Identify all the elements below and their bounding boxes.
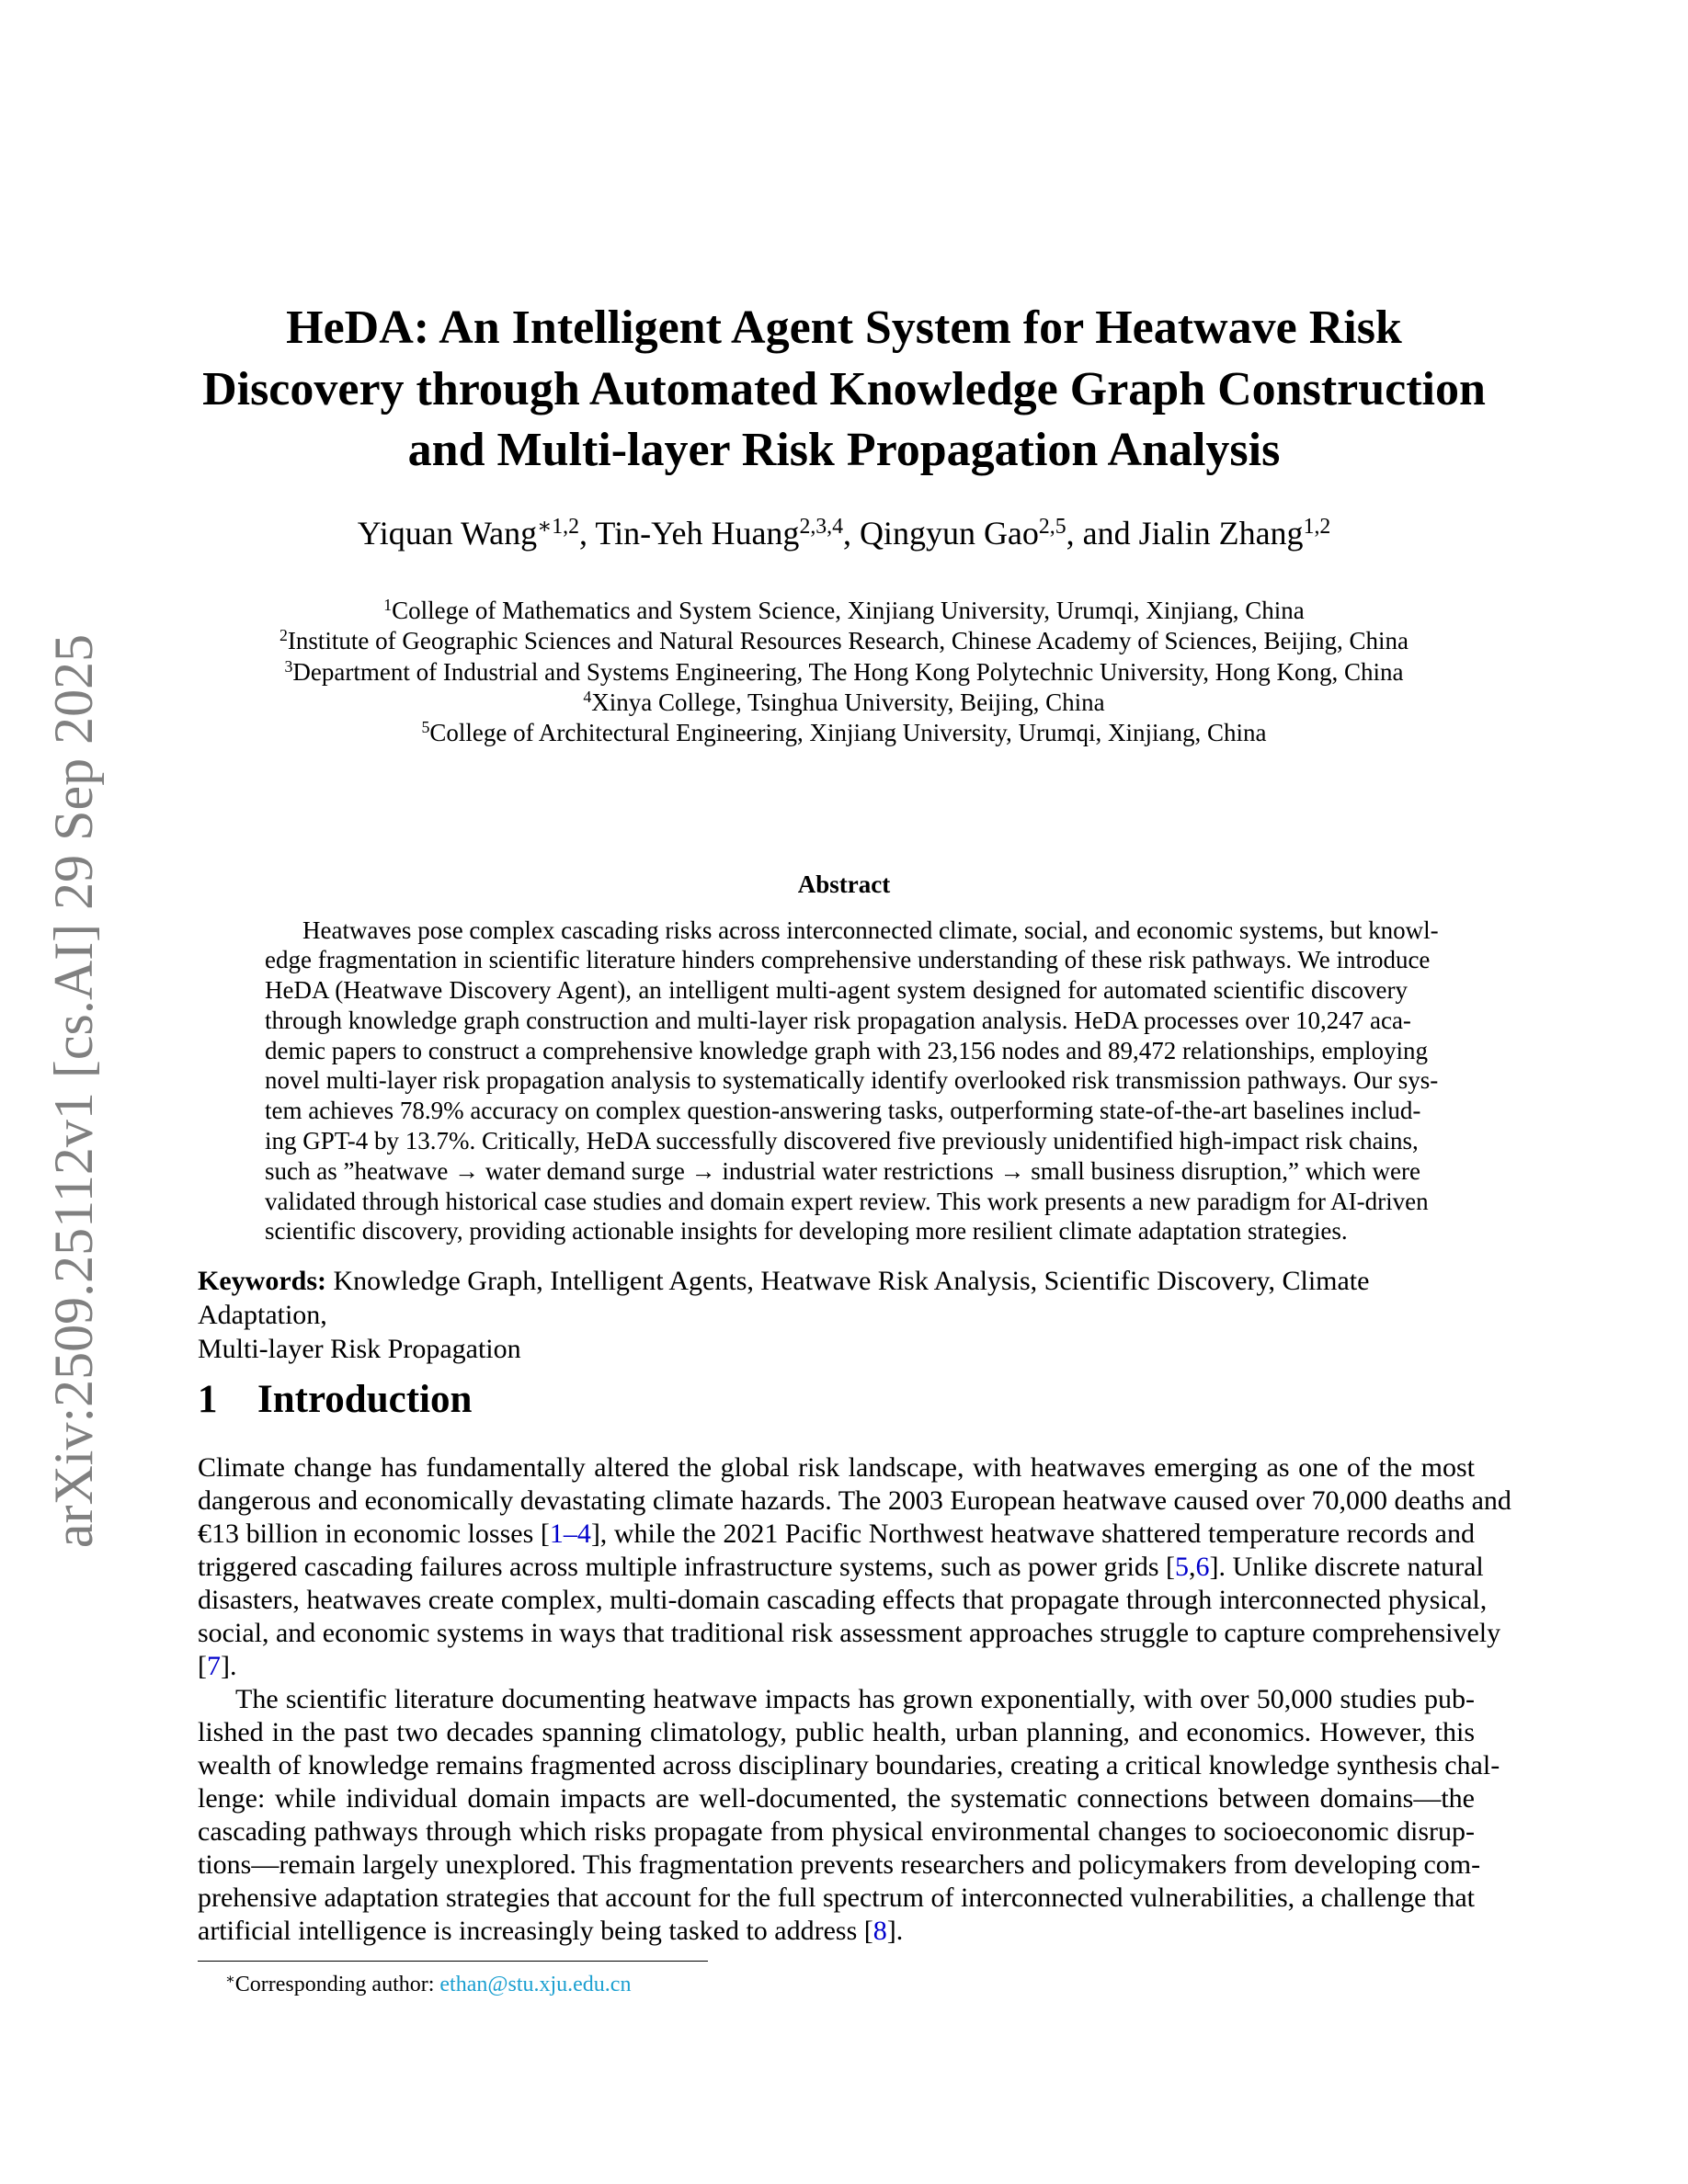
footnote-label: Corresponding author: <box>234 1973 440 1996</box>
affiliation-text: Institute of Geographic Sciences and Natural Resources Research, Chinese Academy of Sciences, Beijing, China <box>287 627 1409 655</box>
text-line <box>198 1518 1475 1551</box>
text-run: social, and economic systems in ways that traditional risk assessment approaches struggle to capture comprehensively <box>198 1618 1501 1648</box>
text-line <box>198 1882 1475 1915</box>
text-run: tem achieves 78.9% accuracy on complex question-answering tasks, outperforming state-of-the-art baselines includ- <box>265 1097 1421 1125</box>
text-run: [ <box>198 1651 207 1681</box>
keywords <box>198 1264 1475 1366</box>
author-name: Qingyun Gao <box>859 515 1039 552</box>
text-run: lished in the past two decades spanning climatology, public health, urban planning, and economics. However, this <box>198 1717 1475 1747</box>
text-line <box>198 1584 1488 1617</box>
text-line <box>198 1484 1511 1518</box>
affiliation-text: College of Architectural Engineering, Xinjiang University, Urumqi, Xinjiang, China <box>429 719 1267 746</box>
affiliation-number: 5 <box>421 718 430 737</box>
affiliation-number: 4 <box>583 687 592 706</box>
author-affiliation-marks: ∗1,2 <box>537 515 579 540</box>
keywords-list-cont: Multi-layer Risk Propagation <box>198 1334 521 1364</box>
text-line <box>198 1782 1475 1815</box>
text-run: ]. Unlike discrete natural <box>1209 1552 1484 1582</box>
author-separator: , <box>579 515 596 552</box>
citation-link[interactable]: 6 <box>1195 1552 1210 1582</box>
author-separator: , and <box>1066 515 1139 552</box>
text-line <box>265 1187 1429 1217</box>
text-line <box>265 916 1439 946</box>
text-line <box>198 1848 1481 1882</box>
footnote-rule <box>198 1961 708 1962</box>
text-line <box>265 1216 1408 1246</box>
affiliation-number: 3 <box>284 656 293 676</box>
paragraph <box>198 1451 1511 1683</box>
affiliation-text: Department of Industrial and Systems Engineering, The Hong Kong Polytechnic University, Hong Kong, China <box>292 657 1404 686</box>
affiliation <box>0 626 1688 656</box>
keywords-label: Keywords: <box>198 1266 326 1296</box>
text-line <box>265 975 1408 1006</box>
text-run: HeDA (Heatwave Discovery Agent), an intelligent multi-agent system designed for automated scientific discovery <box>265 976 1408 1005</box>
section-heading-introduction <box>198 1376 472 1424</box>
text-run: prehensive adaptation strategies that account for the full spectrum of interconnected vulnerabilities, a challenge that <box>198 1883 1475 1913</box>
author-name: Tin-Yeh Huang <box>595 515 800 552</box>
keywords-list: Knowledge Graph, Intelligent Agents, Heatwave Risk Analysis, Scientific Discovery, Climate Adaptation, <box>198 1266 1370 1330</box>
abstract-body <box>265 916 1439 1247</box>
title-line: Discovery through Automated Knowledge Graph Construction <box>202 362 1486 415</box>
affiliation-number: 1 <box>383 596 393 615</box>
citation-link[interactable]: 1–4 <box>549 1519 591 1549</box>
section-title: Introduction <box>257 1378 473 1421</box>
text-line <box>265 1126 1419 1156</box>
affiliation-text: College of Mathematics and System Science, Xinjiang University, Urumqi, Xinjiang, China <box>392 597 1305 624</box>
citation-link[interactable]: 5 <box>1175 1552 1190 1582</box>
text-run: wealth of knowledge remains fragmented across disciplinary boundaries, creating a critical knowledge synthesis chal- <box>198 1750 1500 1780</box>
email-link[interactable]: ethan@stu.xju.edu.cn <box>439 1973 632 1996</box>
text-run: ]. <box>886 1916 904 1946</box>
text-line <box>198 1451 1475 1484</box>
footnote <box>225 1971 631 1998</box>
text-line <box>265 1036 1428 1066</box>
text-run: through knowledge graph construction and multi-layer risk propagation analysis. HeDA processes over 10,247 aca- <box>265 1006 1411 1034</box>
affiliation-list <box>0 596 1688 748</box>
text-line <box>265 1006 1411 1036</box>
text-run: such as ”heatwave → water demand surge → industrial water restrictions → small business disruption,” which were <box>265 1156 1420 1185</box>
affiliation-number: 2 <box>279 626 288 645</box>
author-list <box>0 513 1688 553</box>
text-run: €13 billion in economic losses [ <box>198 1519 550 1549</box>
abstract-heading: Abstract <box>797 870 891 898</box>
text-line <box>265 1156 1420 1187</box>
text-run: validated through historical case studies and domain expert review. This work presents a new paradigm for AI-driven <box>265 1187 1429 1215</box>
author-affiliation-marks: 2,3,4 <box>799 515 843 540</box>
title-line: HeDA: An Intelligent Agent System for Heatwave Risk <box>286 301 1402 354</box>
text-line <box>198 1650 1475 1683</box>
paragraph <box>198 1683 1500 1948</box>
introduction-body <box>198 1451 1511 1948</box>
text-run: artificial intelligence is increasingly being tasked to address [ <box>198 1916 873 1946</box>
text-run: , <box>1189 1552 1196 1582</box>
text-line <box>198 1617 1501 1650</box>
text-line <box>265 1065 1439 1096</box>
author-separator: , <box>842 515 860 552</box>
text-line <box>198 1551 1484 1584</box>
text-line <box>265 945 1431 975</box>
text-run: lenge: while individual domain impacts are well-documented, the systematic connections between domains—the <box>198 1783 1475 1814</box>
text-line <box>198 1915 1475 1948</box>
affiliation <box>0 688 1688 718</box>
author-affiliation-marks: 2,5 <box>1038 515 1066 540</box>
section-number: 1 <box>198 1378 218 1421</box>
text-line <box>198 1716 1475 1749</box>
text-run: ing GPT-4 by 13.7%. Critically, HeDA successfully discovered five previously unidentified high-impact risk chains, <box>265 1127 1419 1155</box>
affiliation-text: Xinya College, Tsinghua University, Beijing, China <box>591 688 1105 716</box>
text-run: triggered cascading failures across multiple infrastructure systems, such as power grids [ <box>198 1552 1176 1582</box>
text-run: ], while the 2021 Pacific Northwest heatwave shattered temperature records and <box>590 1519 1475 1549</box>
text-run: Heatwaves pose complex cascading risks across interconnected climate, social, and economic systems, but knowl- <box>302 916 1439 944</box>
citation-link[interactable]: 8 <box>873 1916 887 1946</box>
text-run: disasters, heatwaves create complex, multi-domain cascading effects that propagate through interconnected physical, <box>198 1585 1488 1615</box>
citation-link[interactable]: 7 <box>207 1651 221 1681</box>
title-line: and Multi-layer Risk Propagation Analysis <box>407 424 1281 476</box>
text-run: cascading pathways through which risks propagate from physical environmental changes to socioeconomic disrup- <box>198 1816 1475 1847</box>
footnote-mark: ∗ <box>225 1972 235 1988</box>
author-name: Yiquan Wang <box>357 515 538 552</box>
affiliation <box>0 718 1688 748</box>
affiliation <box>0 657 1688 688</box>
author-name: Jialin Zhang <box>1138 515 1304 552</box>
text-run: Climate change has fundamentally altered the global risk landscape, with heatwaves emerging as one of the most <box>198 1452 1475 1483</box>
text-line <box>198 1683 1475 1716</box>
text-run: scientific discovery, providing actionable insights for developing more resilient climate adaptation strategies. <box>265 1217 1348 1246</box>
text-run: edge fragmentation in scientific literature hinders comprehensive understanding of these risk pathways. We introduce <box>265 946 1431 974</box>
text-run: novel multi-layer risk propagation analysis to systematically identify overlooked risk transmission pathways. Our sys- <box>265 1066 1439 1095</box>
text-line <box>198 1749 1500 1782</box>
arxiv-side-stamp: arXiv:2509.25112v1 [cs.AI] 29 Sep 2025 <box>43 633 104 1549</box>
paper-title <box>0 298 1688 482</box>
text-line <box>265 1096 1421 1126</box>
text-run: ]. <box>221 1651 237 1681</box>
affiliation <box>0 596 1688 626</box>
text-line <box>198 1815 1475 1848</box>
text-run: The scientific literature documenting heatwave impacts has grown exponentially, with over 50,000 studies pub- <box>235 1684 1475 1714</box>
text-run: dangerous and economically devastating climate hazards. The 2003 European heatwave caused over 70,000 deaths and <box>198 1485 1511 1516</box>
text-run: demic papers to construct a comprehensive knowledge graph with 23,156 nodes and 89,472 relationships, employing <box>265 1036 1428 1064</box>
author-affiliation-marks: 1,2 <box>1303 515 1331 540</box>
text-run: tions—remain largely unexplored. This fragmentation prevents researchers and policymakers from developing com- <box>198 1849 1481 1880</box>
